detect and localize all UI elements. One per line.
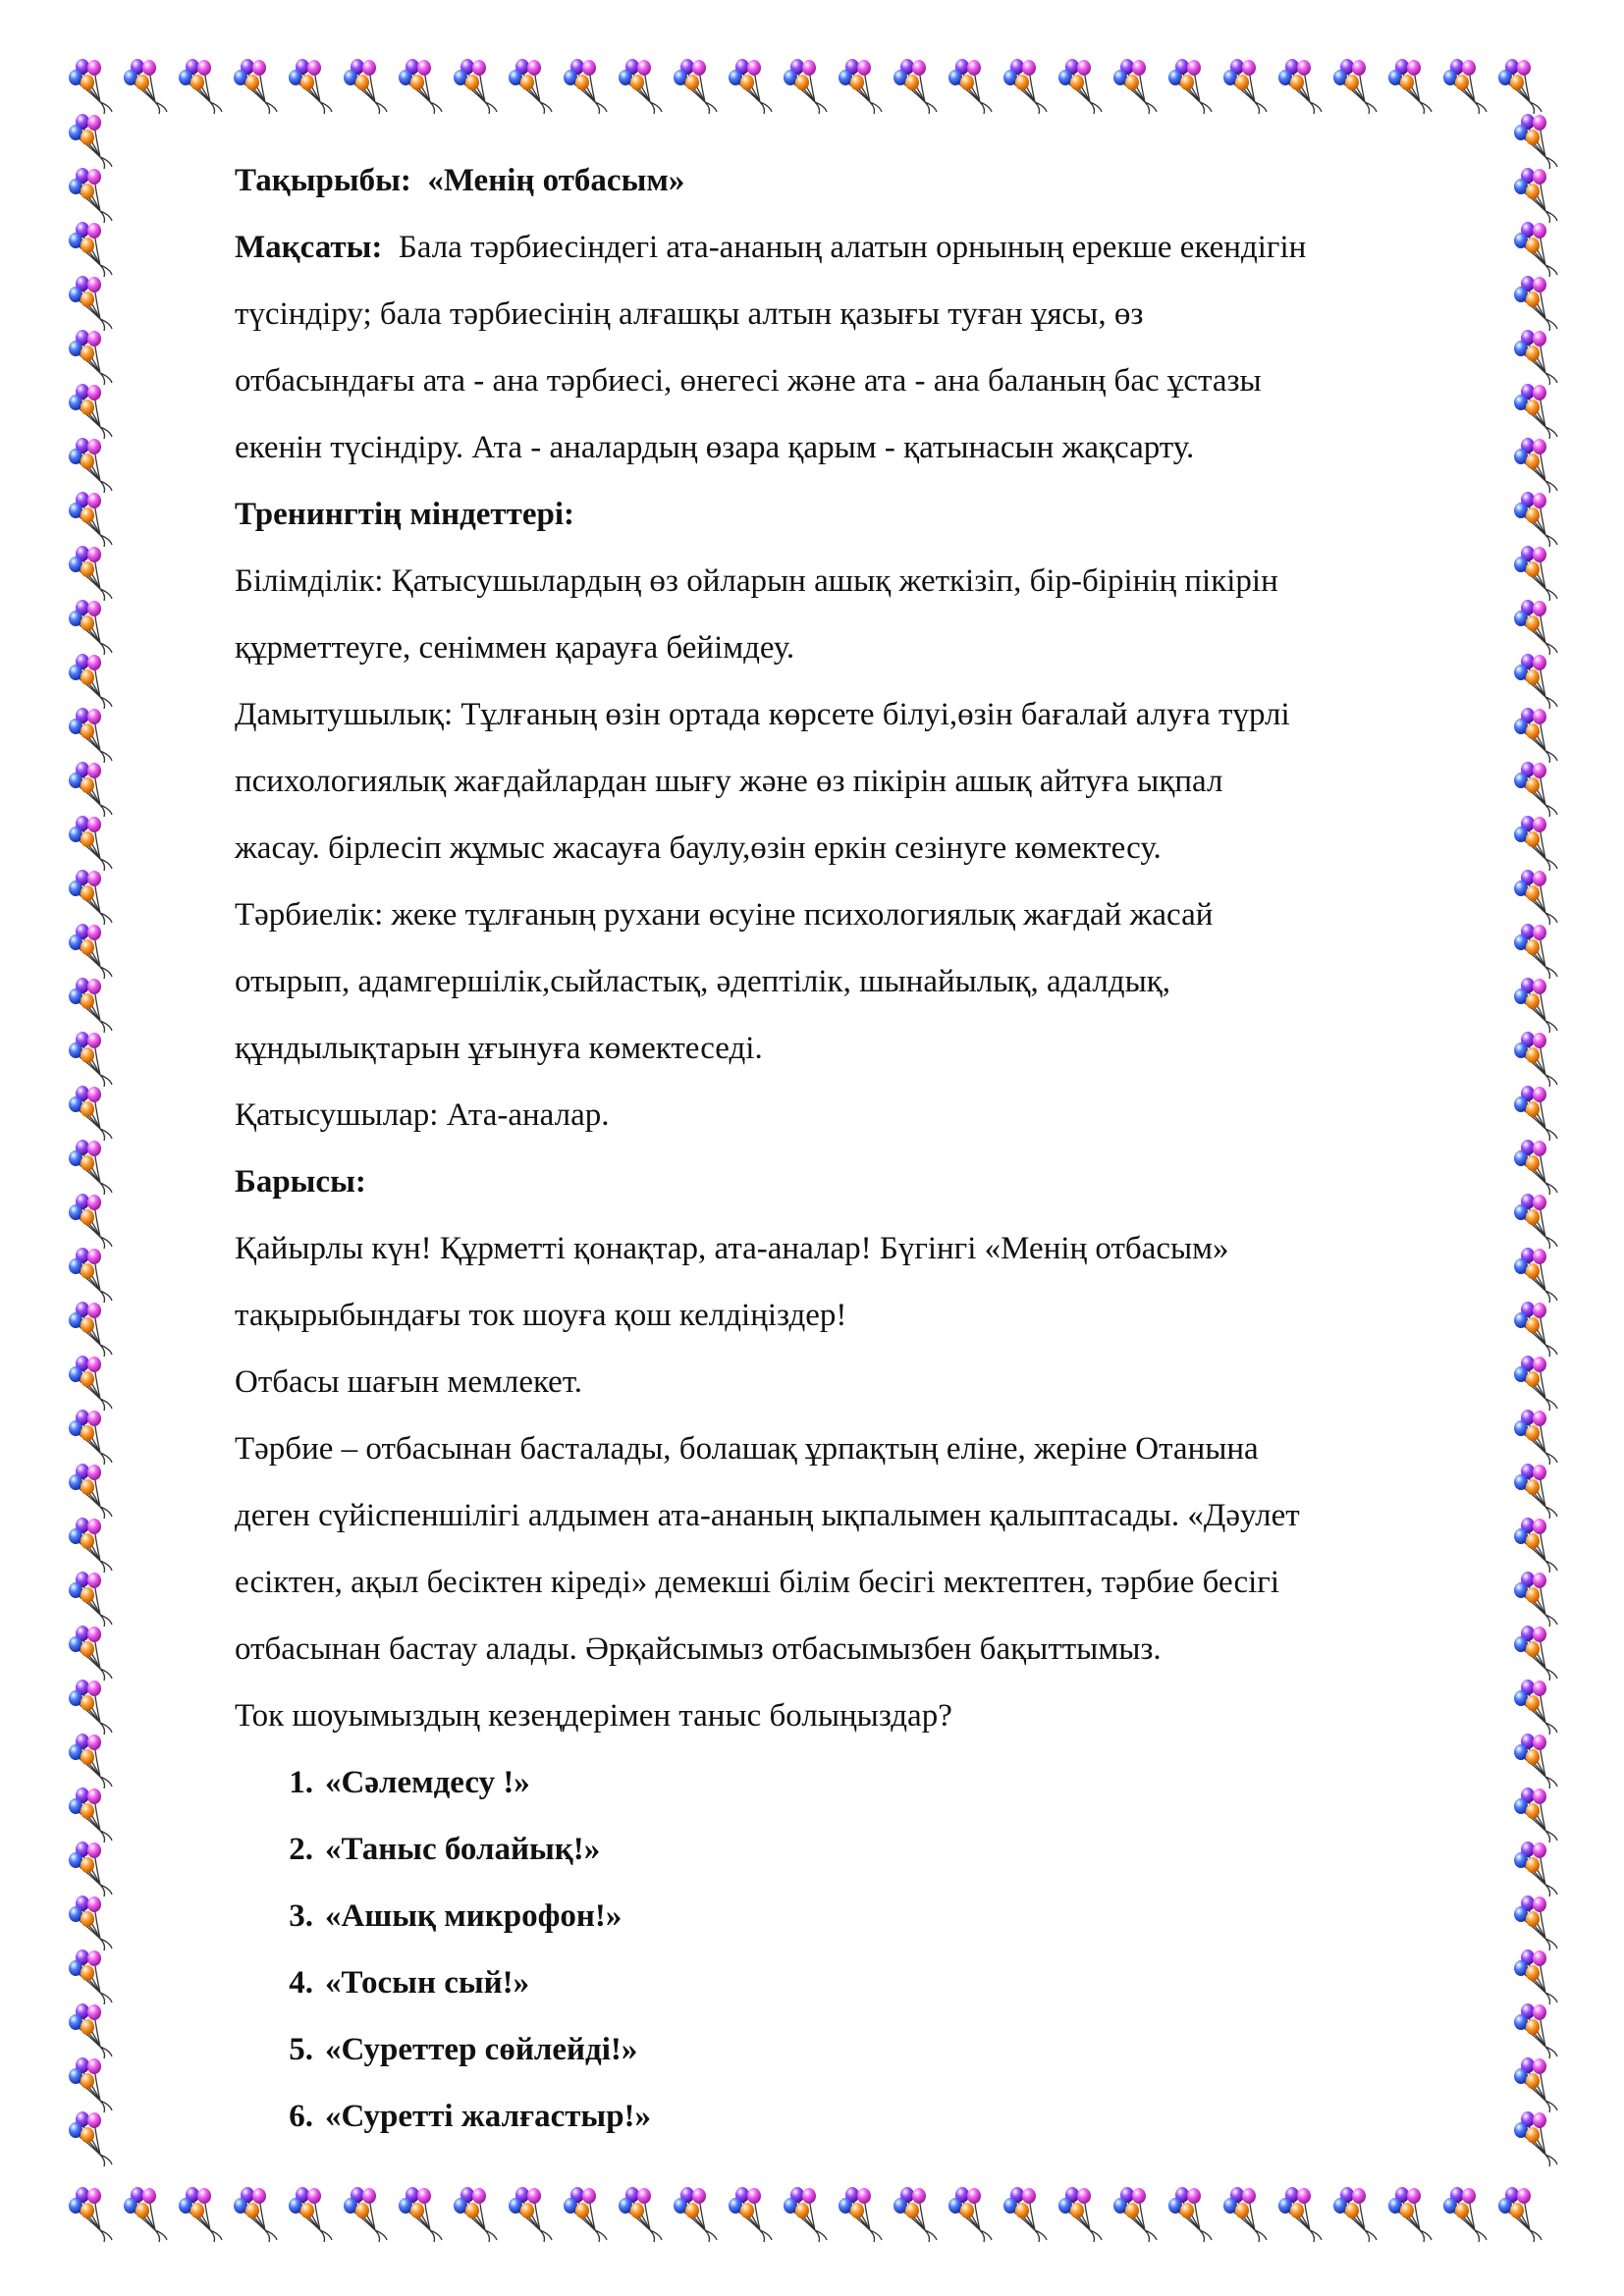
balloon-bunch-icon	[69, 1734, 112, 1789]
balloon-bunch-icon	[69, 384, 112, 439]
balloon-bunch-icon	[69, 2187, 112, 2242]
list-item-label: «Суреттер сөйлейді!»	[325, 2032, 638, 2067]
balloon-bunch-icon	[399, 59, 442, 114]
balloon-bunch-icon	[69, 1626, 112, 1681]
tasks-line-7: отырып, адамгершілік,сыйластық, әдептілік, шынайылық, адалдық,	[235, 964, 1171, 999]
list-item	[235, 1749, 1521, 1816]
balloon-bunch-icon	[124, 59, 167, 114]
balloon-bunch-icon	[1113, 59, 1157, 114]
balloon-bunch-icon	[399, 2187, 442, 2242]
balloon-bunch-icon	[69, 2003, 112, 2058]
list-item-number: 4.	[289, 1965, 313, 2001]
balloon-bunch-icon	[69, 1302, 112, 1357]
balloon-bunch-icon	[1223, 59, 1267, 114]
balloon-bunch-icon	[69, 1949, 112, 2004]
goal-line-4: екенін түсіндіру. Ата - аналардың өзара қарым - қатынасын жақсарту.	[235, 430, 1195, 465]
balloon-bunch-icon	[234, 59, 277, 114]
tasks-line-2: құрметтеуге, сеніммен қарауға бейімдеу.	[235, 630, 795, 666]
balloon-bunch-icon	[69, 1680, 112, 1735]
border-bottom-row	[69, 2187, 1542, 2242]
course-line-2: тақырыбындағы ток шоуға қош келдіңіздер!	[235, 1298, 847, 1333]
balloon-bunch-icon	[69, 114, 112, 169]
document-body	[235, 147, 1521, 2150]
balloon-bunch-icon	[1443, 59, 1487, 114]
balloon-bunch-icon	[69, 492, 112, 547]
tasks-line-5: жасау. бірлесіп жұмыс жасауға баулу,өзін еркін сезінуге көмектесу.	[235, 830, 1162, 866]
balloon-bunch-icon	[69, 1518, 112, 1573]
balloon-bunch-icon	[234, 2187, 277, 2242]
goal-label: Мақсаты:	[235, 230, 383, 265]
tasks-line-3: Дамытушылық: Тұлғаның өзін ортада көрсете білуі,өзін бағалай алуға түрлі	[235, 697, 1290, 732]
balloon-bunch-icon	[674, 2187, 717, 2242]
balloon-bunch-icon	[784, 59, 827, 114]
list-item-number: 2.	[289, 1832, 313, 1867]
balloon-bunch-icon	[344, 2187, 387, 2242]
balloon-bunch-icon	[948, 2187, 992, 2242]
balloon-bunch-icon	[69, 1086, 112, 1141]
border-left-column	[69, 114, 112, 2166]
balloon-bunch-icon	[69, 1788, 112, 1842]
balloon-bunch-icon	[674, 59, 717, 114]
list-item-number: 1.	[289, 1765, 313, 1800]
balloon-bunch-icon	[1498, 59, 1542, 114]
balloon-bunch-icon	[69, 1896, 112, 1950]
balloon-bunch-icon	[289, 2187, 332, 2242]
tasks-line-1: Білімділік: Қатысушылардың өз ойларын ашық жеткізіп, бір-бірінің пікірін	[235, 563, 1278, 599]
balloon-bunch-icon	[69, 654, 112, 709]
list-item-label: «Таныс болайық!»	[325, 1832, 601, 1867]
balloon-bunch-icon	[893, 2187, 937, 2242]
course-heading: Барысы:	[235, 1164, 366, 1200]
tasks-line-6: Тәрбиелік: жеке тұлғаның рухани өсуіне психологиялық жағдай жасай	[235, 897, 1214, 933]
balloon-bunch-icon	[69, 59, 112, 114]
balloon-bunch-icon	[1388, 2187, 1432, 2242]
balloon-bunch-icon	[344, 59, 387, 114]
balloon-bunch-icon	[1058, 59, 1102, 114]
goal-text: Бала тәрбиесіндегі ата-ананың алатын орнының ерекше екендігін	[398, 230, 1307, 265]
stages-list	[235, 1749, 1521, 2150]
balloon-bunch-icon	[454, 2187, 497, 2242]
balloon-bunch-icon	[289, 59, 332, 114]
balloon-bunch-icon	[1333, 2187, 1377, 2242]
balloon-bunch-icon	[729, 2187, 772, 2242]
balloon-bunch-icon	[69, 978, 112, 1033]
list-item	[235, 1816, 1521, 1883]
course-line-7: отбасынан бастау алады. Әрқайсымыз отбасымызбен бақыттымыз.	[235, 1631, 1162, 1667]
balloon-bunch-icon	[69, 276, 112, 331]
balloon-bunch-icon	[619, 59, 662, 114]
balloon-bunch-icon	[1498, 2187, 1542, 2242]
balloon-bunch-icon	[69, 708, 112, 763]
list-item-label: «Тосын сый!»	[325, 1965, 530, 2001]
course-line-6: есіктен, ақыл бесіктен кіреді» демекші білім бесігі мектептен, тәрбие бесігі	[235, 1565, 1280, 1600]
balloon-bunch-icon	[69, 222, 112, 277]
tasks-line-4: психологиялық жағдайлардан шығу және өз пікірін ашық айтуға ықпал	[235, 764, 1223, 799]
balloon-bunch-icon	[948, 59, 992, 114]
balloon-bunch-icon	[69, 2057, 112, 2112]
balloon-bunch-icon	[124, 2187, 167, 2242]
balloon-bunch-icon	[69, 762, 112, 817]
course-line-5: деген сүйіспеншілігі алдымен ата-ананың ықпалымен қалыптасады. «Дәулет	[235, 1498, 1300, 1533]
goal-line-3: отбасындағы ата - ана тәрбиесі, өнегесі және ата - ана баланың бас ұстазы	[235, 363, 1262, 399]
balloon-bunch-icon	[1333, 59, 1377, 114]
balloon-bunch-icon	[784, 2187, 827, 2242]
balloon-bunch-icon	[1058, 2187, 1102, 2242]
balloon-bunch-icon	[69, 1140, 112, 1195]
balloon-bunch-icon	[619, 2187, 662, 2242]
balloon-bunch-icon	[509, 2187, 552, 2242]
balloon-bunch-icon	[729, 59, 772, 114]
balloon-bunch-icon	[564, 2187, 607, 2242]
balloon-bunch-icon	[1278, 59, 1322, 114]
topic-value: «Менің отбасым»	[427, 163, 685, 198]
balloon-bunch-icon	[69, 168, 112, 223]
balloon-bunch-icon	[69, 546, 112, 601]
balloon-bunch-icon	[69, 1842, 112, 1896]
list-item-number: 5.	[289, 2032, 313, 2067]
tasks-line-8: құндылықтарын ұғынуға көмектеседі.	[235, 1031, 763, 1066]
list-item	[235, 2083, 1521, 2150]
list-item-number: 3.	[289, 1898, 313, 1934]
topic-line	[235, 147, 1521, 214]
balloon-bunch-icon	[69, 1572, 112, 1627]
list-item	[235, 2016, 1521, 2083]
balloon-bunch-icon	[1443, 2187, 1487, 2242]
tasks-heading: Тренингтің міндеттері:	[235, 497, 575, 532]
list-item	[235, 1883, 1521, 1949]
balloon-bunch-icon	[69, 1356, 112, 1411]
balloon-bunch-icon	[69, 1464, 112, 1519]
course-line-1: Қайырлы күн! Құрметті қонақтар, ата-аналар! Бүгінгі «Менің отбасым»	[235, 1231, 1229, 1266]
balloon-bunch-icon	[839, 2187, 882, 2242]
balloon-bunch-icon	[69, 1248, 112, 1303]
list-item	[235, 1949, 1521, 2016]
list-item-label: «Суретті жалғастыр!»	[325, 2099, 652, 2134]
balloon-bunch-icon	[839, 59, 882, 114]
balloon-bunch-icon	[1168, 59, 1212, 114]
balloon-bunch-icon	[69, 600, 112, 655]
balloon-bunch-icon	[69, 816, 112, 871]
goal-line-1	[235, 214, 1521, 281]
list-item-label: «Ашық микрофон!»	[325, 1898, 623, 1934]
course-line-3: Отбасы шағын мемлекет.	[235, 1364, 583, 1400]
goal-line-2: түсіндіру; бала тәрбиесінің алғашқы алтын қазығы туған ұясы, өз	[235, 296, 1144, 332]
balloon-bunch-icon	[1003, 2187, 1047, 2242]
balloon-bunch-icon	[179, 2187, 222, 2242]
balloon-bunch-icon	[564, 59, 607, 114]
list-item-label: «Сәлемдесу !»	[325, 1765, 530, 1800]
balloon-bunch-icon	[69, 924, 112, 979]
participants-line: Қатысушылар: Ата-аналар.	[235, 1097, 610, 1133]
balloon-bunch-icon	[1388, 59, 1432, 114]
balloon-bunch-icon	[1113, 2187, 1157, 2242]
balloon-bunch-icon	[69, 1194, 112, 1249]
list-item-number: 6.	[289, 2099, 313, 2134]
balloon-bunch-icon	[1278, 2187, 1322, 2242]
balloon-bunch-icon	[1223, 2187, 1267, 2242]
balloon-bunch-icon	[509, 59, 552, 114]
balloon-bunch-icon	[69, 1410, 112, 1465]
balloon-bunch-icon	[69, 330, 112, 385]
course-line-4: Тәрбие – отбасынан басталады, болашақ ұрпақтың еліне, жеріне Отанына	[235, 1431, 1259, 1467]
balloon-bunch-icon	[1003, 59, 1047, 114]
topic-label: Тақырыбы:	[235, 163, 411, 198]
course-line-8: Ток шоуымыздың кезеңдерімен таныс болыңыздар?	[235, 1698, 952, 1734]
balloon-bunch-icon	[1168, 2187, 1212, 2242]
balloon-bunch-icon	[893, 59, 937, 114]
balloon-bunch-icon	[69, 438, 112, 493]
balloon-bunch-icon	[69, 870, 112, 925]
balloon-bunch-icon	[179, 59, 222, 114]
border-top-row	[69, 59, 1542, 114]
balloon-bunch-icon	[69, 2111, 112, 2166]
balloon-bunch-icon	[454, 59, 497, 114]
balloon-bunch-icon	[69, 1032, 112, 1087]
